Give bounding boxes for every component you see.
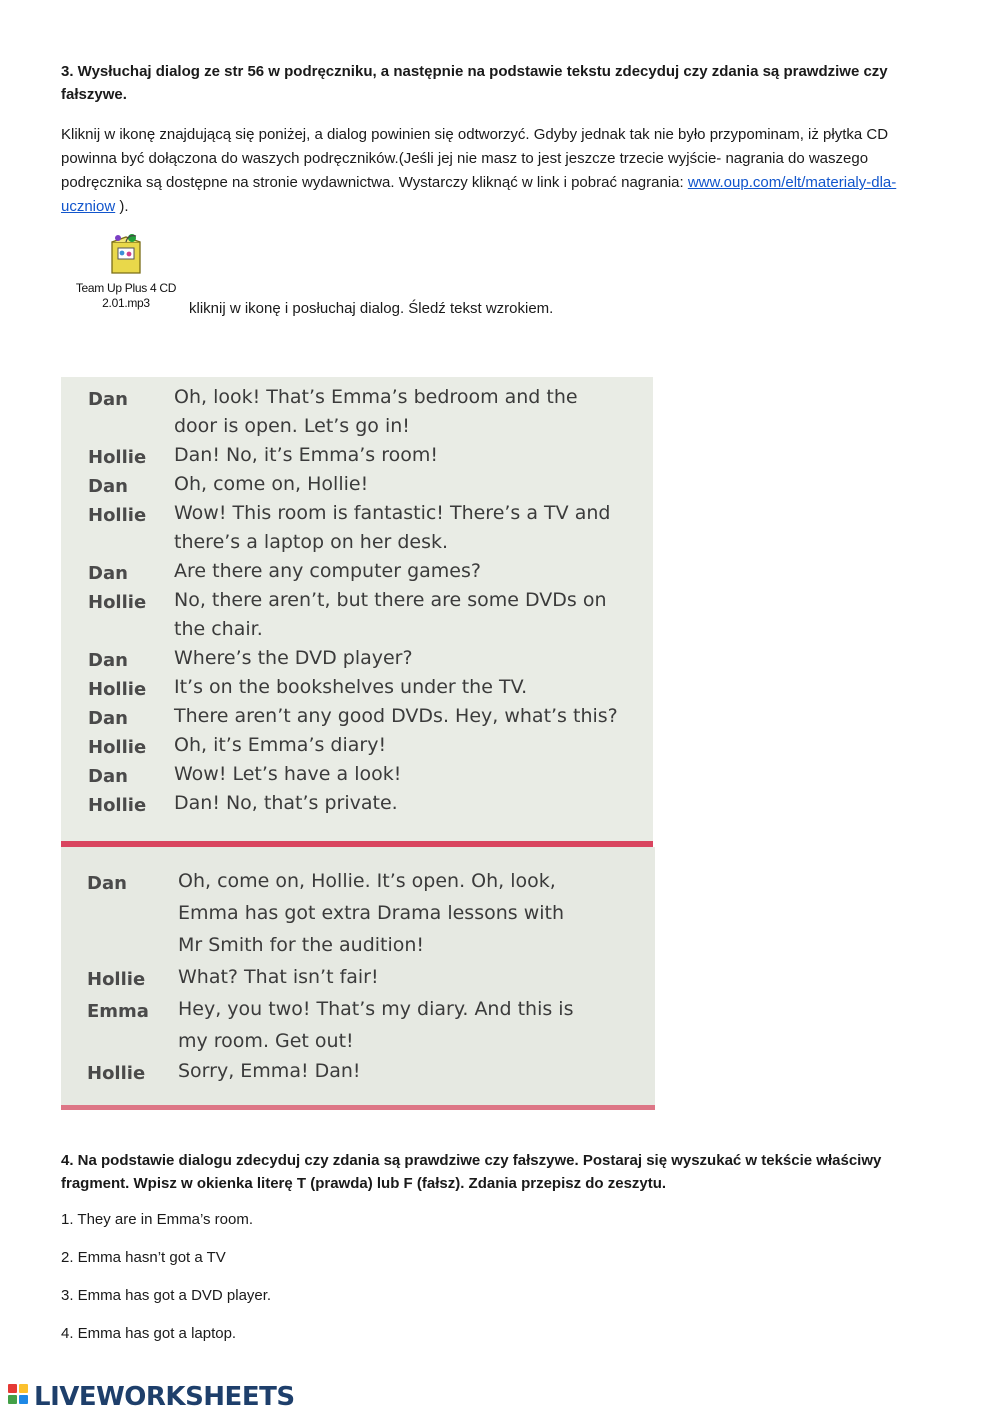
section-3-instructions <box>61 123 941 219</box>
section-3-heading: 3. Wysłuchaj dialog ze str 56 w podręczniku, a następnie na podstawie tekstu zdecyduj czy zdania są prawdziwe czy fałszywe. <box>61 63 888 103</box>
speaker-name: Dan <box>88 650 128 671</box>
speaker-name: Hollie <box>88 592 147 613</box>
section-4-heading: 4. Na podstawie dialogu zdecyduj czy zdania są prawdziwe czy fałszywe. Postaraj się wyszukać w tekście właściwy fragment. Wpisz w okienka literę T (prawda) lub F (fałsz). Zdania przepisz do zeszytu. <box>61 1152 882 1192</box>
logo-text: LIVEWORKSHEETS <box>34 1382 295 1412</box>
dialogue-line: Oh, come on, Hollie! <box>174 473 369 495</box>
audio-hint: kliknij w ikonę i posłuchaj dialog. Śledź tekst wzrokiem. <box>189 300 554 317</box>
speaker-name: Dan <box>88 476 128 497</box>
dialogue-line: It’s on the bookshelves under the TV. <box>174 676 528 698</box>
speaker-name: Dan <box>88 563 128 584</box>
statement-1: 1. They are in Emma’s room. <box>61 1211 254 1228</box>
statement-4: 4. Emma has got a laptop. <box>61 1325 237 1342</box>
speaker-name: Dan <box>88 708 128 729</box>
dialogue-line: Wow! Let’s have a look! <box>174 763 402 785</box>
dialogue-line: Emma has got extra Drama lessons with <box>178 902 565 924</box>
footer-logo <box>8 1382 295 1412</box>
speaker-name: Dan <box>88 389 128 410</box>
speaker-name: Hollie <box>88 679 147 700</box>
dialogue-photo-part-2 <box>61 847 655 1110</box>
audio-file-icon <box>106 232 146 276</box>
dialogue-line: Oh, come on, Hollie. It’s open. Oh, look, <box>178 870 556 892</box>
dialogue-line: Wow! This room is fantastic! There’s a TV and <box>174 502 611 524</box>
audio-file-name: Team Up Plus 4 CD <box>75 281 177 295</box>
dialogue-line: Where’s the DVD player? <box>174 647 413 669</box>
dialogue-line: Dan! No, it’s Emma’s room! <box>174 444 439 466</box>
dialogue-photo-part-1 <box>61 377 653 847</box>
dialogue-line: What? That isn’t fair! <box>178 966 379 988</box>
liveworksheets-logo-icon <box>8 1384 30 1410</box>
dialogue-line: Oh, look! That’s Emma’s bedroom and the <box>174 386 578 408</box>
speaker-name: Hollie <box>87 1063 146 1084</box>
speaker-name: Hollie <box>88 505 147 526</box>
dialogue-line: Oh, it’s Emma’s diary! <box>174 734 387 756</box>
dialogue-line: my room. Get out! <box>178 1030 354 1052</box>
statement-2: 2. Emma hasn’t got a TV <box>61 1249 226 1266</box>
speaker-name: Hollie <box>87 969 146 990</box>
instructions-closing: ). <box>115 198 129 215</box>
speaker-name: Dan <box>87 873 127 894</box>
speaker-name: Hollie <box>88 447 147 468</box>
speaker-name: Hollie <box>88 795 147 816</box>
dialogue-line: No, there aren’t, but there are some DVDs on <box>174 589 607 611</box>
dialogue-line: Dan! No, that’s private. <box>174 792 398 814</box>
speaker-name: Hollie <box>88 737 147 758</box>
instructions-text: Kliknij w ikonę znajdującą się poniżej, a dialog powinien się odtworzyć. Gdyby jednak tak nie było przypominam, iż płytka CD powinna być dołączona do waszych podręczników.(Jeśli jej nie masz to jest jeszcze trzecie wyjście- nagrania do waszego podręcznika są dostępne na stronie wydawnictwa. Wystarczy kliknąć w link i pobrać nagrania: <box>61 126 889 191</box>
dialogue-line: there’s a laptop on her desk. <box>174 531 449 553</box>
publisher-link[interactable]: www.oup.com/elt/materialy-dla-uczniow <box>61 174 897 215</box>
audio-file-button[interactable] <box>62 232 190 311</box>
dialogue-line: the chair. <box>174 618 263 640</box>
speaker-name: Emma <box>87 1001 149 1022</box>
dialogue-line: door is open. Let’s go in! <box>174 415 410 437</box>
dialogue-line: Are there any computer games? <box>174 560 481 582</box>
dialogue-line: Hey, you two! That’s my diary. And this is <box>178 998 574 1020</box>
dialogue-line: Mr Smith for the audition! <box>178 934 425 956</box>
audio-file-ext: 2.01.mp3 <box>102 296 150 310</box>
dialogue-line: There aren’t any good DVDs. Hey, what’s this? <box>174 705 618 727</box>
dialogue-line: Sorry, Emma! Dan! <box>178 1060 361 1082</box>
speaker-name: Dan <box>88 766 128 787</box>
statement-3: 3. Emma has got a DVD player. <box>61 1287 272 1304</box>
